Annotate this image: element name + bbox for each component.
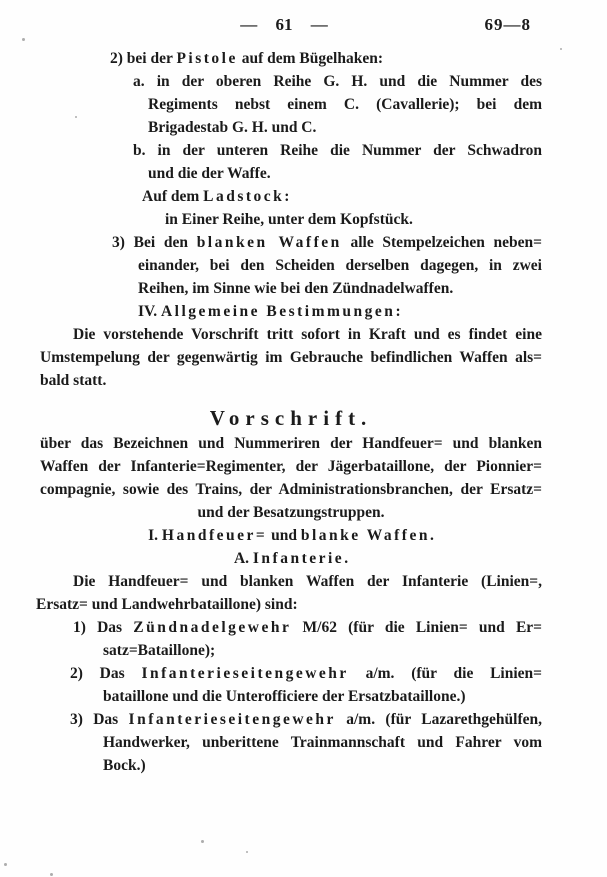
text-segment: : bbox=[395, 303, 401, 320]
scan-speckle bbox=[246, 851, 248, 853]
emphasized-spaced-text: Vorschrift. bbox=[209, 406, 373, 430]
text-segment: Die Handfeuer= und blanken Waffen der Infanterie (Linien=, bbox=[73, 573, 542, 590]
text-line bbox=[103, 731, 542, 754]
scan-speckle bbox=[201, 840, 204, 843]
text-line bbox=[40, 524, 542, 547]
text-segment: : bbox=[284, 188, 290, 205]
text-segment: alle Stempelzeichen neben= bbox=[341, 234, 543, 251]
text-segment: Umstempelung der gegenwärtig im Gebrauche befindlichen Waffen als= bbox=[40, 349, 542, 366]
text-segment: Ersatz= und Landwehrbataillone) sind: bbox=[36, 596, 298, 613]
text-line bbox=[36, 593, 542, 616]
text-segment: I. bbox=[148, 527, 162, 544]
text-line bbox=[133, 139, 542, 162]
text-line bbox=[73, 323, 542, 346]
scan-speckle bbox=[4, 863, 7, 866]
emphasized-spaced-text: Zündnadelgewehr bbox=[133, 619, 292, 636]
page-number: — 61 — bbox=[240, 15, 328, 34]
text-line bbox=[138, 277, 542, 300]
text-line bbox=[138, 254, 542, 277]
text-segment: in Einer Reihe, unter dem Kopfstück. bbox=[165, 211, 413, 228]
emphasized-spaced-text: Handfeuer= bbox=[161, 527, 268, 544]
text-segment: und bbox=[267, 527, 301, 544]
text-line bbox=[40, 455, 542, 478]
text-line bbox=[70, 708, 542, 731]
text-segment: 1) Das bbox=[73, 619, 134, 636]
text-line bbox=[40, 432, 542, 455]
text-segment: M/62 (für die Linien= und Er= bbox=[291, 619, 542, 636]
text-line bbox=[40, 501, 542, 524]
text-segment: Regiments nebst einem C. (Cavallerie); bei dem bbox=[148, 96, 542, 113]
section-title bbox=[40, 405, 542, 431]
text-line bbox=[142, 185, 542, 208]
text-segment: und der Besatzungstruppen. bbox=[197, 504, 385, 521]
text-line bbox=[73, 570, 542, 593]
text-segment: Die vorstehende Vorschrift tritt sofort in Kraft und es findet eine bbox=[73, 326, 542, 343]
emphasized-spaced-text: Pistole bbox=[176, 50, 238, 67]
scan-speckle bbox=[22, 38, 25, 41]
text-line bbox=[112, 231, 542, 254]
emphasized-spaced-text: blanke Waffen bbox=[300, 527, 430, 544]
text-line bbox=[165, 208, 542, 231]
doc-number: 69—8 bbox=[484, 15, 531, 34]
text-line bbox=[103, 754, 542, 777]
text-line bbox=[40, 369, 542, 392]
emphasized-spaced-text: blanken Waffen bbox=[196, 234, 342, 251]
text-segment: einander, bei den Scheiden derselben dagegen, in zwei bbox=[138, 257, 542, 274]
text-segment: . bbox=[344, 550, 349, 567]
text-segment: über das Bezeichnen und Nummeriren der Handfeuer= und blanken bbox=[40, 435, 542, 452]
emphasized-spaced-text: Allgemeine Bestimmungen bbox=[160, 303, 396, 320]
text-line bbox=[40, 478, 542, 501]
text-line bbox=[148, 116, 542, 139]
text-line bbox=[40, 547, 542, 570]
page-header bbox=[0, 0, 607, 40]
emphasized-spaced-text: Infanterieseitengewehr bbox=[128, 711, 336, 728]
text-segment: bald statt. bbox=[40, 372, 107, 389]
text-segment: 2) Das bbox=[70, 665, 142, 682]
emphasized-spaced-text: Infanterieseitengewehr bbox=[141, 665, 349, 682]
text-line bbox=[148, 162, 542, 185]
text-line bbox=[40, 346, 542, 369]
emphasized-spaced-text: Infanterie bbox=[252, 550, 345, 567]
text-segment: Auf dem bbox=[142, 188, 204, 205]
text-segment: a/m. (für Lazarethgehülfen, bbox=[335, 711, 542, 728]
text-segment: b. in der unteren Reihe die Nummer der Schwadron bbox=[133, 142, 542, 159]
text-segment: Reihen, im Sinne wie bei den Zündnadelwaffen. bbox=[138, 280, 454, 297]
text-segment: a/m. (für die Linien= bbox=[348, 665, 542, 682]
scan-speckle bbox=[50, 873, 53, 876]
page-body bbox=[0, 47, 607, 777]
text-line bbox=[103, 685, 542, 708]
scan-speckle bbox=[75, 116, 77, 118]
text-segment: satz=Bataillone); bbox=[103, 642, 216, 659]
text-segment: Waffen der Infanterie=Regimenter, der Jägerbataillone, der Pionnier= bbox=[40, 458, 542, 475]
text-segment: Brigadestab G. H. und C. bbox=[148, 119, 317, 136]
text-line bbox=[133, 70, 542, 93]
text-segment: und die der Waffe. bbox=[148, 165, 271, 182]
text-segment: a. in der oberen Reihe G. H. und die Nummer des bbox=[133, 73, 542, 90]
text-line bbox=[148, 93, 542, 116]
text-segment: 3) Bei den bbox=[112, 234, 197, 251]
text-segment: . bbox=[429, 527, 434, 544]
text-segment: 3) Das bbox=[70, 711, 129, 728]
text-line bbox=[103, 639, 542, 662]
text-segment: 2) bei der bbox=[110, 50, 177, 67]
text-segment: IV. bbox=[138, 303, 161, 320]
scan-speckle bbox=[560, 48, 562, 50]
text-line bbox=[70, 662, 542, 685]
text-segment: compagnie, sowie des Trains, der Administrationsbranchen, der Ersatz= bbox=[40, 481, 542, 498]
text-line bbox=[138, 300, 542, 323]
emphasized-spaced-text: Ladstock bbox=[203, 188, 285, 205]
text-line bbox=[110, 47, 542, 70]
text-segment: bataillone und die Unterofficiere der Ersatzbataillone.) bbox=[103, 688, 466, 705]
text-line bbox=[73, 616, 542, 639]
text-segment: Handwerker, unberittene Trainmannschaft und Fahrer vom bbox=[103, 734, 542, 751]
text-segment: Bock.) bbox=[103, 757, 146, 774]
text-segment: auf dem Bügelhaken: bbox=[237, 50, 383, 67]
text-segment: A. bbox=[233, 550, 253, 567]
